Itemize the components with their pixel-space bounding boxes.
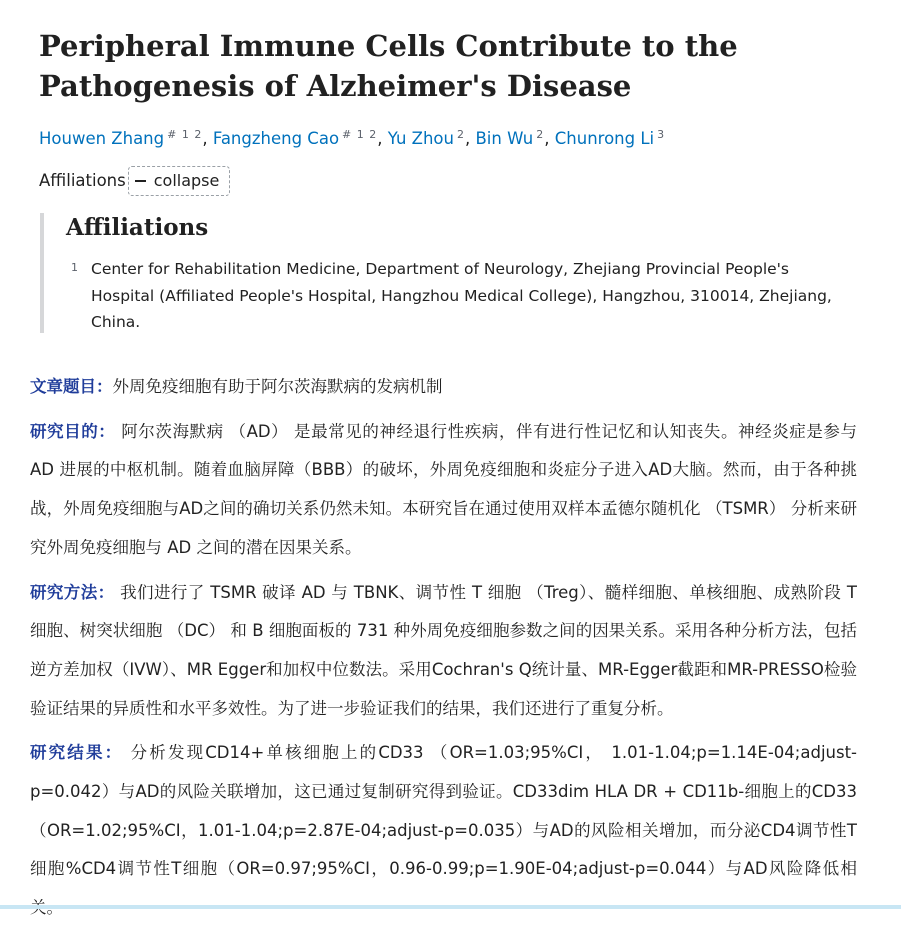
author-link[interactable]: Houwen Zhang [39,129,165,148]
author-separator: , [464,129,476,148]
author-separator: , [202,129,213,148]
author-link[interactable]: Bin Wu [475,129,534,148]
affiliations-toggle-row [39,166,230,196]
collapse-affiliations-button[interactable] [128,166,231,196]
abstract-section-objective [30,413,857,568]
affiliation-number: 1 [71,261,78,274]
affiliations-label: Affiliations [39,171,126,190]
abstract-text: 外周免疫细胞有助于阿尔茨海默病的发病机制 [112,377,443,396]
abstract [30,368,857,934]
collapse-label: collapse [153,171,220,190]
abstract-section-results [30,734,857,928]
top-cut-previous-line [40,0,540,2]
abstract-section-methods [30,574,857,729]
abstract-label: 文章题目： [30,377,113,396]
author-affiliation-markers[interactable]: # 1 2 [167,127,203,141]
author-separator: , [544,129,555,148]
abstract-label: 研究方法： [30,582,115,602]
article-title: Peripheral Immune Cells Contribute to the Pathogenesis of Alzheimer's Disease [39,29,738,103]
abstract-text: 我们进行了 TSMR 破译 AD 与 TBNK、调节性 T 细胞 （Treg）、髓样细胞、单核细胞、成熟阶段 T 细胞、树突状细胞 （DC） 和 B 细胞面板的 731 种外周免疫细胞参数之间的因果关系。采用各种分析方法，包括逆方差加权（IVW）、MR Egger和加权中位数法。采用Cochran's Q统计量、MR-Egger截距和MR-PRESSO检验验证结果的异质性和水平多效性。为了进一步验证我们的结果，我们还进行了重复分析。 [30,582,857,718]
author-link[interactable]: Chunrong Li [554,129,655,148]
author-link[interactable]: Fangzheng Cao [212,129,340,148]
abstract-section-title [30,368,857,407]
author-affiliation-markers[interactable]: 3 [657,127,666,141]
bottom-scroll-bar [0,905,901,909]
affiliation-text: Center for Rehabilitation Medicine, Department of Neurology, Zhejiang Provincial People's Hospital (Affiliated People's Hospital, Hangzhou Medical College), Hangzhou, 310014, Zhejiang, China. [91,260,832,331]
author-separator: , [377,129,388,148]
abstract-label: 研究结果： [30,743,124,763]
abstract-label: 研究目的： [30,421,116,441]
minus-icon [135,180,146,182]
author-affiliation-markers[interactable]: # 1 2 [342,127,378,141]
abstract-text: 分析发现CD14+单核细胞上的CD33 （OR=1.03;95%CI， 1.01-1.04;p=1.14E-04;adjust-p=0.042）与AD的风险关联增加，这已通过复制研究得到验证。CD33dim HLA DR + CD11b-细胞上的CD33（OR=1.02;95%CI，1.01-1.04;p=2.87E-04;adjust-p=0.035）与AD的风险相关增加，而分泌CD4调节性T细胞%CD4调节性T细胞（OR=0.97;95%CI，0.96-0.99;p=1.90E-04;adjust-p=0.044）与AD风险降低相 [30,743,858,879]
affiliations-panel [40,213,849,333]
author-affiliation-markers[interactable]: 2 [456,127,465,141]
author-link[interactable]: Yu Zhou [387,129,454,148]
author-affiliation-markers[interactable]: 2 [536,127,545,141]
abstract-text: 阿尔茨海默病 （AD） 是最常见的神经退行性疾病，伴有进行性记忆和认知丧失。神经炎症是参与 AD 进展的中枢机制。随着血脑屏障（BBB）的破坏，外周免疫细胞和炎症分子进入AD大脑。然而，由于各种挑战，外周免疫细胞与AD之间的确切关系仍然未知。本研究旨在通过使用双样本孟德尔随机化 （TSMR） 分析来研究外周免疫细胞与 AD 之间的潜在因果关系。 [30,421,857,557]
affiliations-heading: Affiliations [66,214,209,241]
author-list [39,127,665,151]
